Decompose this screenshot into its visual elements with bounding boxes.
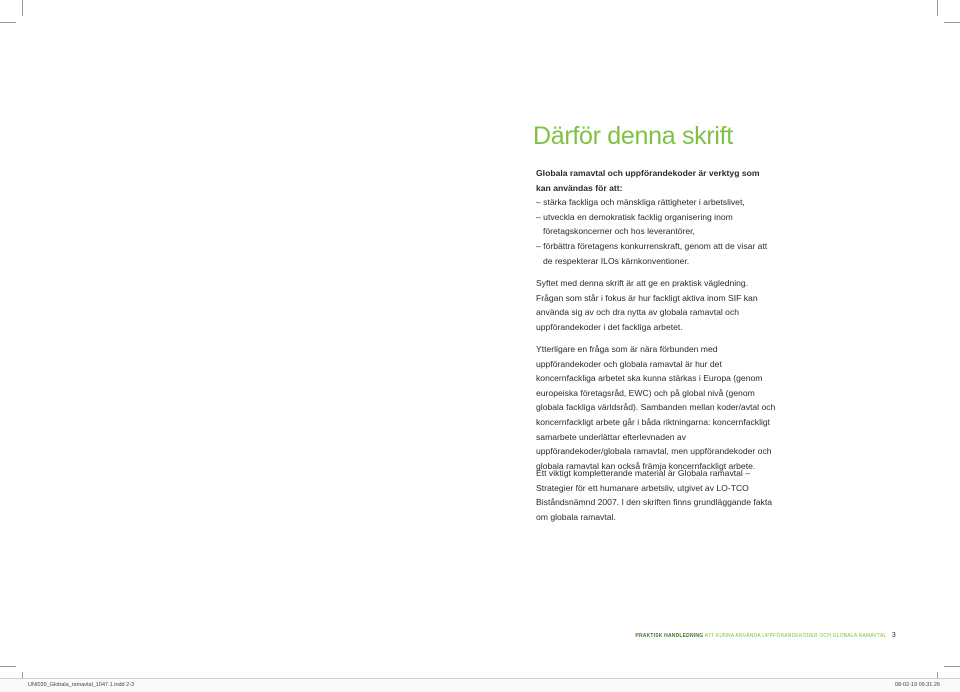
paragraph-supplementary-material: [536, 466, 776, 524]
paragraph-further-question: [536, 342, 776, 473]
slug-filename: UNI039_Globala_ramavtal_1047.1.indd 2-3: [28, 682, 135, 688]
footer-label-title: ATT KUNNA ANVÄNDA UPPFÖRANDEKODER OCH GLOBALA RAMAVTAL: [704, 633, 887, 639]
crop-mark: [0, 666, 16, 667]
crop-mark: [0, 22, 16, 23]
list-item: – utveckla en demokratisk facklig organisering inom företagskoncerner och hos leverantörer,: [536, 211, 733, 237]
paragraph-purpose: [536, 276, 776, 334]
intro-list: [536, 195, 776, 268]
list-item: – stärka fackliga och mänskliga rättigheter i arbetslivet,: [536, 197, 745, 208]
list-item: – förbättra företagens konkurrenskraft, genom att de visar att de respekterar ILOs kärnkonventioner.: [536, 240, 768, 266]
page-number: 3: [891, 632, 896, 639]
footer-label-series: PRAKTISK HANDLEDNING: [635, 633, 704, 639]
crop-mark: [22, 0, 23, 16]
slug-timestamp: 08-02-19 09.31.26: [895, 682, 940, 688]
running-footer: [635, 632, 896, 639]
intro-lead: Globala ramavtal och uppförandekoder är verktyg som kan användas för att:: [536, 168, 760, 193]
crop-mark: [937, 0, 938, 16]
body-paragraph: Ett viktigt kompletterande material är Globala ramavtal – Strategier för ett humanare arbetsliv, utgivet av LO-TCO Biståndsnämnd 2007. I den skriften finns grundläggande fakta om globala ramavtal.: [536, 468, 773, 522]
page-title: Därför denna skrift: [533, 122, 733, 150]
crop-mark: [944, 22, 960, 23]
print-slug: [0, 678, 960, 692]
intro-block: [536, 166, 776, 268]
crop-mark: [944, 666, 960, 667]
body-paragraph: Ytterligare en fråga som är nära förbunden med uppförandekoder och globala ramavtal är hur det koncernfackliga arbetet ska kunna stärkas i Europa (genom europeiska företagsråd, EWC) och på global nivå (genom globala fackliga världsråd). Sambanden mellan koder/avtal och koncernfackligt arbete går i båda riktningarna: koncernfackligt samarbete underlättar efterlevnaden av uppförandekoder/globala ramavtal, men uppförandekoder och globala ramavtal kan också främja koncernfackligt arbete.: [536, 344, 776, 471]
body-paragraph: Syftet med denna skrift är att ge en praktisk vägledning. Frågan som står i fokus är hur fackligt aktiva inom SIF kan använda sig av och dra nytta av globala ramavtal och uppförandekoder i det fackliga arbetet.: [536, 278, 758, 332]
